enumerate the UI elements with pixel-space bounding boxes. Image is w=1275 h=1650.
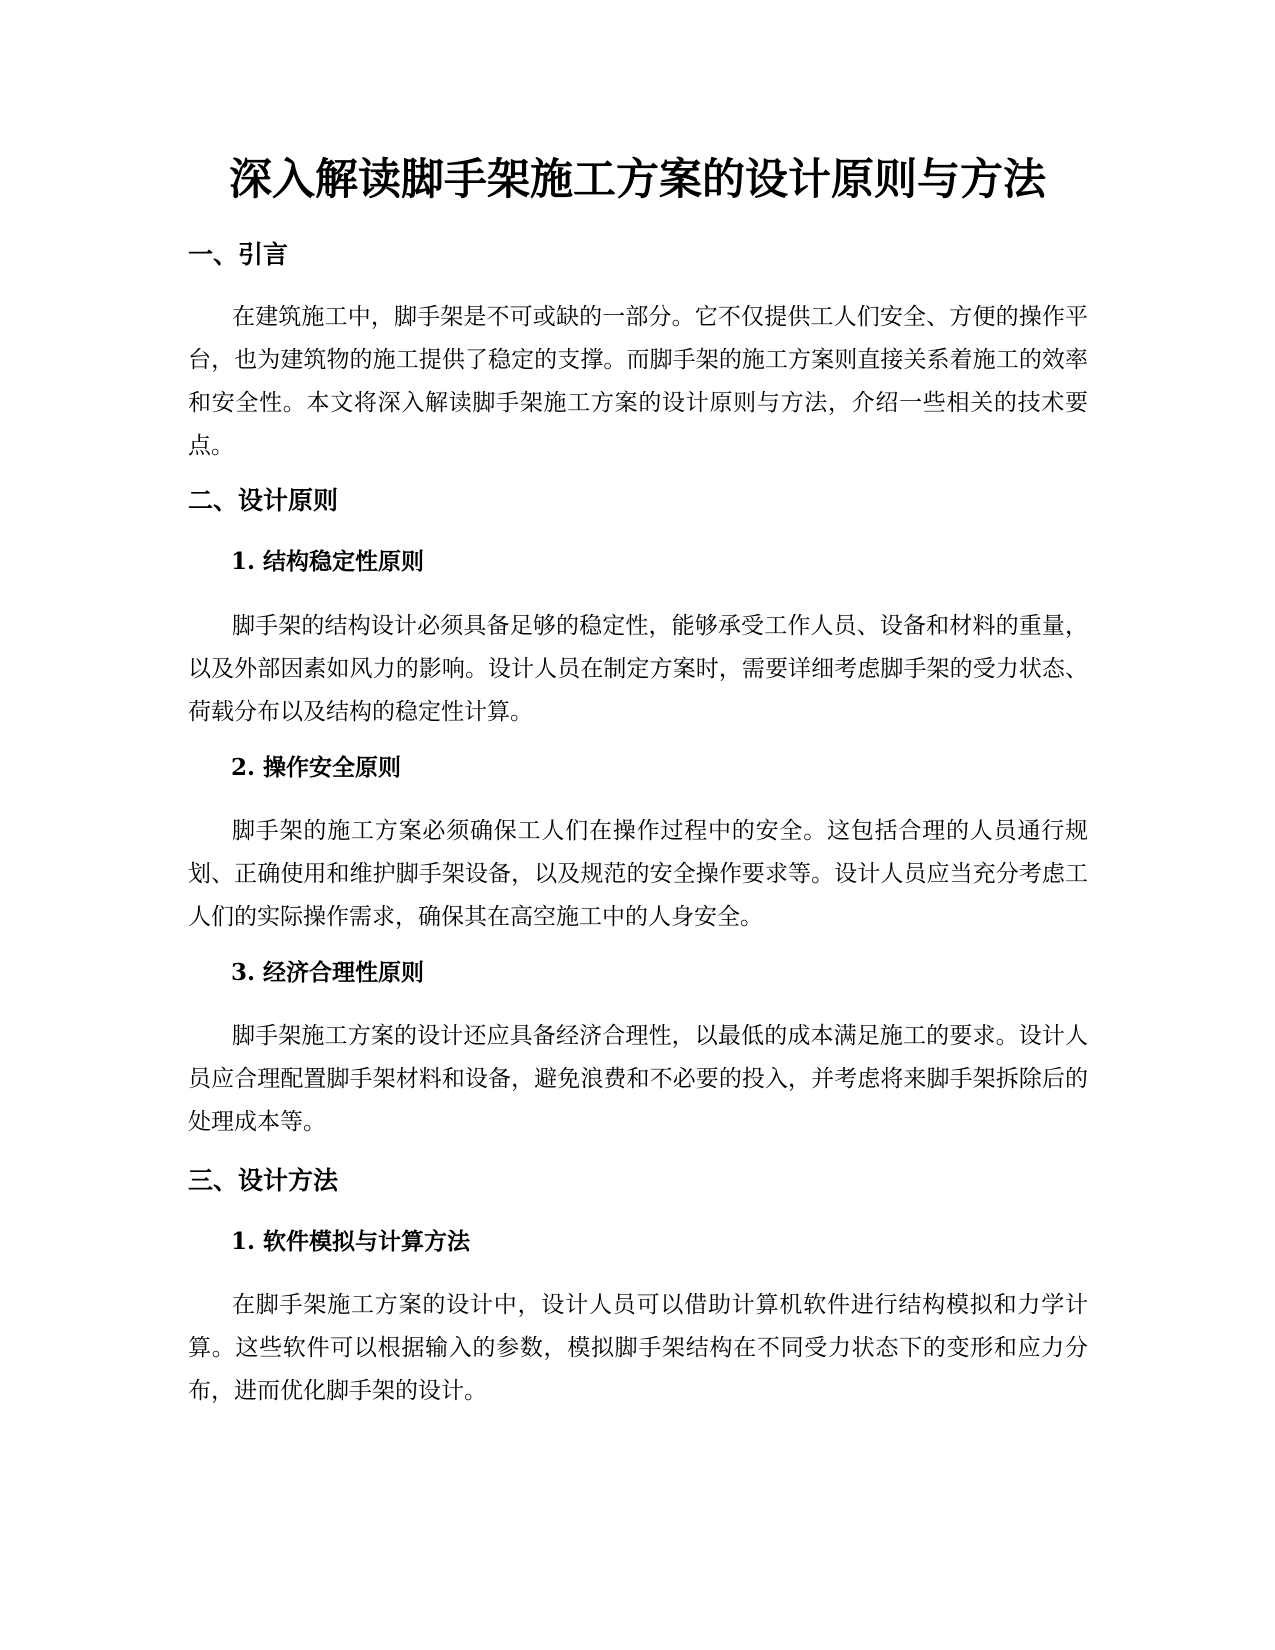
paragraph-economic-rationality: 脚手架施工方案的设计还应具备经济合理性，以最低的成本满足施工的要求。设计人员应合理配置脚手架材料和设备，避免浪费和不必要的投入，并考虑将来脚手架拆除后的处理成本等。 — [188, 1023, 1088, 1135]
subheading-structural-stability: 1. 结构稳定性原则 — [231, 548, 425, 575]
section-heading-introduction: 一、引言 — [188, 240, 289, 269]
subheading-economic-rationality: 3. 经济合理性原则 — [231, 959, 425, 986]
paragraph-operation-safety: 脚手架的施工方案必须确保工人们在操作过程中的安全。这包括合理的人员通行规划、正确使用和维护脚手架设备，以及规范的安全操作要求等。设计人员应当充分考虑工人们的实际操作需求，确保其在高空施工中的人身安全。 — [188, 818, 1088, 930]
paragraph-software-simulation: 在脚手架施工方案的设计中，设计人员可以借助计算机软件进行结构模拟和力学计算。这些软件可以根据输入的参数，模拟脚手架结构在不同受力状态下的变形和应力分布，进而优化脚手架的设计。 — [188, 1292, 1088, 1404]
paragraph-structural-stability: 脚手架的结构设计必须具备足够的稳定性，能够承受工作人员、设备和材料的重量，以及外部因素如风力的影响。设计人员在制定方案时，需要详细考虑脚手架的受力状态、荷载分布以及结构的稳定性计算。 — [188, 613, 1088, 725]
section-heading-design-methods: 三、设计方法 — [188, 1166, 339, 1195]
introduction-paragraph: 在建筑施工中，脚手架是不可或缺的一部分。它不仅提供工人们安全、方便的操作平台，也为建筑物的施工提供了稳定的支撑。而脚手架的施工方案则直接关系着施工的效率和安全性。本文将深入解读脚手架施工方案的设计原则与方法，介绍一些相关的技术要点。 — [188, 304, 1088, 459]
section-heading-design-principles: 二、设计原则 — [188, 486, 339, 515]
subheading-operation-safety: 2. 操作安全原则 — [231, 754, 402, 781]
subheading-software-simulation: 1. 软件模拟与计算方法 — [231, 1228, 471, 1255]
document-title: 深入解读脚手架施工方案的设计原则与方法 — [229, 155, 1046, 205]
